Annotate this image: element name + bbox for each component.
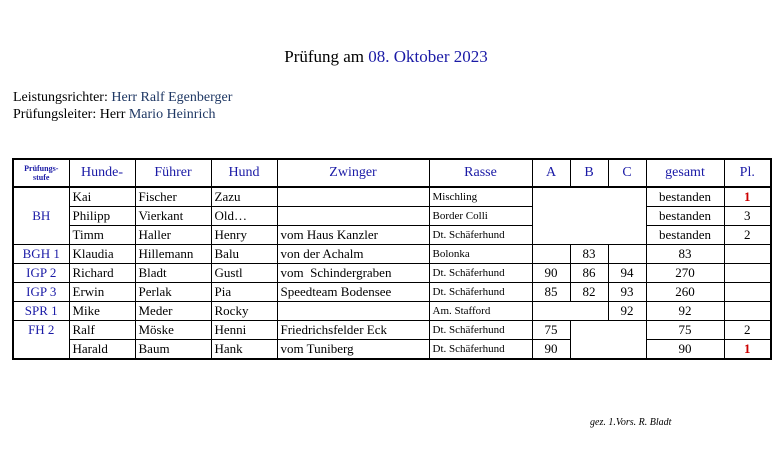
- score-ab-empty: [532, 302, 608, 321]
- score-bc-empty: [570, 321, 646, 360]
- score-c: 94: [608, 264, 646, 283]
- place: [724, 245, 771, 264]
- breed: Dt. Schäferhund: [429, 283, 532, 302]
- score-a: [532, 245, 570, 264]
- kennel: Speedteam Bodensee: [277, 283, 429, 302]
- total: 83: [646, 245, 724, 264]
- first-name: Erwin: [69, 283, 135, 302]
- last-name: Perlak: [135, 283, 211, 302]
- col-kennel: Zwinger: [277, 159, 429, 187]
- kennel: Friedrichsfelder Eck: [277, 321, 429, 340]
- breed: Am. Stafford: [429, 302, 532, 321]
- place: 1: [724, 187, 771, 207]
- kennel: [277, 187, 429, 207]
- place: 2: [724, 321, 771, 340]
- table-row: [13, 264, 771, 283]
- place: 2: [724, 226, 771, 245]
- level-bh: BH: [13, 187, 69, 245]
- level-igp2: IGP 2: [13, 264, 69, 283]
- total: bestanden: [646, 226, 724, 245]
- place: [724, 302, 771, 321]
- total: 92: [646, 302, 724, 321]
- dog-name: Henry: [211, 226, 277, 245]
- kennel: vom Tuniberg: [277, 340, 429, 360]
- level-spr1: SPR 1: [13, 302, 69, 321]
- score-b: 82: [570, 283, 608, 302]
- last-name: Vierkant: [135, 207, 211, 226]
- kennel: vom Schindergraben: [277, 264, 429, 283]
- score-abc-empty: [532, 187, 646, 245]
- breed: Mischling: [429, 187, 532, 207]
- total: 90: [646, 340, 724, 360]
- table-row: [13, 207, 771, 226]
- breed: Dt. Schäferhund: [429, 321, 532, 340]
- col-level: Prüfungs- stufe: [13, 159, 69, 187]
- score-b: 83: [570, 245, 608, 264]
- col-a: A: [532, 159, 570, 187]
- kennel: [277, 302, 429, 321]
- last-name: Bladt: [135, 264, 211, 283]
- total: bestanden: [646, 187, 724, 207]
- last-name: Baum: [135, 340, 211, 360]
- last-name: Fischer: [135, 187, 211, 207]
- place: [724, 283, 771, 302]
- col-dog-first: Hunde-: [69, 159, 135, 187]
- dog-name: Old…: [211, 207, 277, 226]
- place: 3: [724, 207, 771, 226]
- total: 270: [646, 264, 724, 283]
- table-row: [13, 302, 771, 321]
- first-name: Harald: [69, 340, 135, 360]
- col-dog: Hund: [211, 159, 277, 187]
- col-total: gesamt: [646, 159, 724, 187]
- dog-name: Gustl: [211, 264, 277, 283]
- leader-label: Prüfungsleiter: Herr: [13, 107, 129, 122]
- score-c: 92: [608, 302, 646, 321]
- table-row: [13, 321, 771, 340]
- score-a: 90: [532, 340, 570, 360]
- table-row: [13, 187, 771, 207]
- breed: Bolonka: [429, 245, 532, 264]
- table-row: [13, 245, 771, 264]
- breed: Dt. Schäferhund: [429, 340, 532, 360]
- table-row: [13, 226, 771, 245]
- results-table: [12, 158, 772, 360]
- page-title: [0, 47, 772, 67]
- first-name: Richard: [69, 264, 135, 283]
- last-name: Haller: [135, 226, 211, 245]
- first-name: Mike: [69, 302, 135, 321]
- kennel: von der Achalm: [277, 245, 429, 264]
- leader-name: Mario Heinrich: [128, 107, 216, 122]
- leader-line: [13, 106, 216, 124]
- score-a: 85: [532, 283, 570, 302]
- col-b: B: [570, 159, 608, 187]
- signature: gez. 1.Vors. R. Bladt: [590, 417, 672, 428]
- level-bgh1: BGH 1: [13, 245, 69, 264]
- table-row: [13, 340, 771, 360]
- place: 1: [724, 340, 771, 360]
- kennel: [277, 207, 429, 226]
- total: 75: [646, 321, 724, 340]
- header-row: [13, 159, 771, 187]
- first-name: Ralf: [69, 321, 135, 340]
- judge-label: Leistungsrichter:: [13, 90, 112, 105]
- score-b: 86: [570, 264, 608, 283]
- last-name: Hillemann: [135, 245, 211, 264]
- level-igp3: IGP 3: [13, 283, 69, 302]
- kennel: vom Haus Kanzler: [277, 226, 429, 245]
- judge-line: [13, 89, 232, 107]
- dog-name: Henni: [211, 321, 277, 340]
- dog-name: Zazu: [211, 187, 277, 207]
- level-fh2: FH 2: [13, 321, 69, 360]
- score-c: 93: [608, 283, 646, 302]
- breed: Dt. Schäferhund: [429, 226, 532, 245]
- breed: Border Colli: [429, 207, 532, 226]
- score-c: [608, 245, 646, 264]
- col-place: Pl.: [724, 159, 771, 187]
- last-name: Möske: [135, 321, 211, 340]
- score-a: 90: [532, 264, 570, 283]
- first-name: Timm: [69, 226, 135, 245]
- dog-name: Rocky: [211, 302, 277, 321]
- col-breed: Rasse: [429, 159, 532, 187]
- dog-name: Balu: [211, 245, 277, 264]
- place: [724, 264, 771, 283]
- first-name: Kai: [69, 187, 135, 207]
- table-row: [13, 283, 771, 302]
- total: bestanden: [646, 207, 724, 226]
- breed: Dt. Schäferhund: [429, 264, 532, 283]
- col-handler: Führer: [135, 159, 211, 187]
- first-name: Klaudia: [69, 245, 135, 264]
- score-a: 75: [532, 321, 570, 340]
- total: 260: [646, 283, 724, 302]
- exam-date: 08. Oktober 2023: [368, 47, 488, 66]
- last-name: Meder: [135, 302, 211, 321]
- first-name: Philipp: [69, 207, 135, 226]
- judge-name: Herr Ralf Egenberger: [111, 90, 233, 105]
- dog-name: Hank: [211, 340, 277, 360]
- col-c: C: [608, 159, 646, 187]
- title-prefix: Prüfung am: [284, 47, 369, 66]
- dog-name: Pia: [211, 283, 277, 302]
